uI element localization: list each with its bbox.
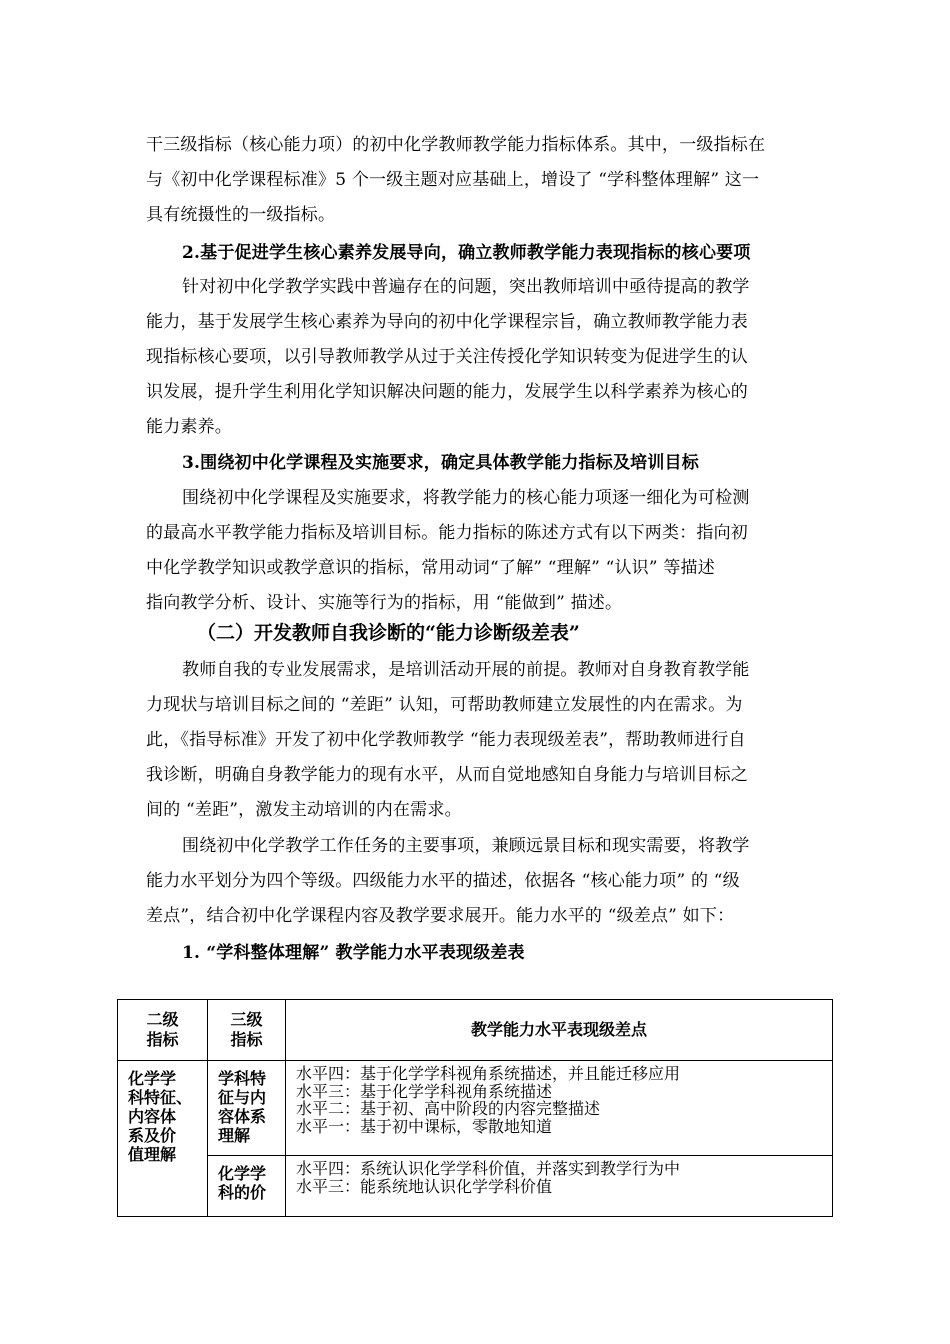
- header-text: 指标: [230, 1030, 263, 1049]
- header-text: 二级: [146, 1010, 179, 1029]
- text-line: 间的 “差距”，激发主动培训的内在需求。: [146, 800, 462, 820]
- section-title: （二）开发教师自我诊断的“能力诊断级差表”: [197, 622, 580, 644]
- level-item: 水平二：基于初、高中阶段的内容完整描述: [296, 1099, 601, 1118]
- text-line: 力现状与培训目标之间的 “差距” 认知，可帮助教师建立发展性的内在需求。为: [146, 695, 743, 715]
- level-item: 水平四：系统认识化学学科价值，并落实到教学行为中: [296, 1159, 681, 1178]
- level-points-cell: [286, 1061, 833, 1156]
- subheading-2: [146, 236, 810, 271]
- cell-line: 值理解: [128, 1145, 177, 1164]
- cell-line: 征与内: [218, 1088, 267, 1107]
- text-line: 现指标核心要项，以引导教师教学从过于关注传授化学知识转变为促进学生的认: [146, 347, 748, 367]
- cell-line: 系及价: [128, 1126, 177, 1145]
- text-line: 与《初中化学课程标准》5 个一级主题对应基础上，增设了 “学科整体理解” 这一: [146, 170, 760, 190]
- table-row: [118, 1061, 833, 1156]
- text-line: 围绕初中化学教学工作任务的主要事项，兼顾远景目标和现实需要，将教学: [182, 836, 750, 856]
- table-caption: [146, 936, 810, 971]
- cell-line: 化学学: [128, 1069, 177, 1088]
- paragraph-2: [146, 270, 810, 445]
- cell-line: 科的价: [218, 1183, 267, 1202]
- paragraph-4: [146, 653, 810, 828]
- text-line: 此，《指导标准》开发了初中化学教师教学 “能力表现级差表”，帮助教师进行自: [146, 730, 746, 750]
- level-item: 水平一：基于初中课标，零散地知道: [296, 1116, 553, 1136]
- text-line: 我诊断，明确自身教学能力的现有水平，从而自觉地感知自身能力与培训目标之: [146, 765, 748, 785]
- level-item: 水平三：能系统地认识化学学科价值: [296, 1176, 553, 1196]
- paragraph-1: [146, 128, 810, 233]
- text-line: 教师自我的专业发展需求，是培训活动开展的前提。教师对自身教育教学能: [182, 660, 750, 680]
- tertiary-indicator-cell: [208, 1156, 286, 1217]
- table-header-row: [118, 1000, 833, 1061]
- cell-line: 学科特: [218, 1069, 267, 1088]
- level-item: 水平四：基于化学学科视角系统描述，并且能迁移应用: [296, 1064, 681, 1083]
- subheading-text: 3.围绕初中化学课程及实施要求，确定具体教学能力指标及培训目标: [182, 453, 699, 473]
- header-secondary-indicator: [118, 1000, 208, 1061]
- cell-line: 化学学: [218, 1164, 267, 1183]
- paragraph-5: [146, 829, 810, 934]
- header-text: 指标: [146, 1030, 179, 1049]
- level-table: [117, 999, 833, 1217]
- cell-line: 科特征、: [128, 1088, 193, 1107]
- header-text: 三级: [230, 1010, 263, 1029]
- text-line: 能力素养。: [146, 417, 232, 437]
- secondary-indicator-cell: [118, 1061, 208, 1217]
- subheading-text: 2.基于促进学生核心素养发展导向，确立教师教学能力表现指标的核心要项: [182, 243, 751, 263]
- tertiary-indicator-cell: [208, 1061, 286, 1156]
- cell-line: 容体系: [218, 1107, 267, 1126]
- text-line: 具有统摄性的一级指标。: [146, 205, 336, 225]
- header-level-points: 教学能力水平表现级差点: [286, 1000, 833, 1061]
- cell-line: 理解: [218, 1126, 251, 1145]
- text-line: 的最高水平教学能力指标及培训目标。能力指标的陈述方式有以下两类：指向初: [146, 523, 748, 543]
- level-points-cell: [286, 1156, 833, 1217]
- table-row: [118, 1156, 833, 1217]
- header-tertiary-indicator: [208, 1000, 286, 1061]
- text-line: 围绕初中化学课程及实施要求，将教学能力的核心能力项逐一细化为可检测: [182, 488, 750, 508]
- text-line: 针对初中化学教学实践中普遍存在的问题，突出教师培训中亟待提高的教学: [182, 277, 750, 297]
- subheading-3: [146, 446, 810, 481]
- paragraph-3: [146, 481, 810, 621]
- text-line: 能力，基于发展学生核心素养为导向的初中化学课程宗旨，确立教师教学能力表: [146, 312, 748, 332]
- table-caption-text: 1. “学科整体理解” 教学能力水平表现级差表: [182, 943, 525, 963]
- level-item: 水平三：基于化学学科视角系统描述: [296, 1081, 553, 1101]
- text-line: 差点”，结合初中化学课程内容及教学要求展开。能力水平的 “级差点” 如下：: [146, 906, 735, 926]
- text-line: 干三级指标（核心能力项）的初中化学教师教学能力指标体系。其中，一级指标在: [146, 135, 766, 155]
- text-line: 中化学教学知识或教学意识的指标，常用动词“了解” “理解” “认识” 等描述: [146, 558, 715, 578]
- text-line: 指向教学分析、设计、实施等行为的指标，用 “能做到” 描述。: [146, 593, 623, 613]
- text-line: 识发展，提升学生利用化学知识解决问题的能力，发展学生以科学素养为核心的: [146, 382, 748, 402]
- cell-line: 内容体: [128, 1107, 177, 1126]
- text-line: 能力水平划分为四个等级。四级能力水平的描述，依据各 “核心能力项” 的 “级: [146, 871, 740, 891]
